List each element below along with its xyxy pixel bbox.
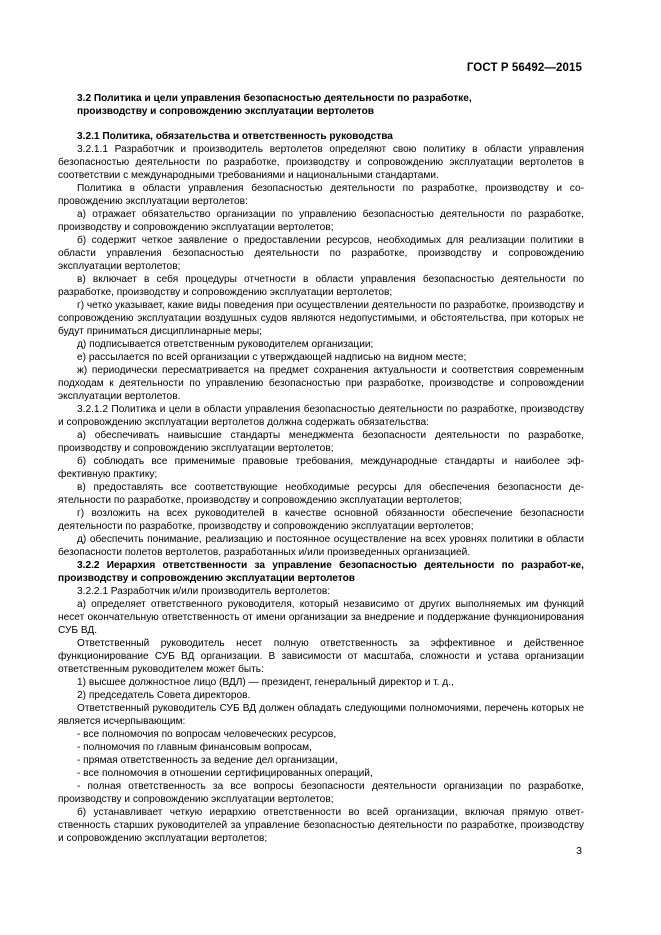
paragraph: 3.2.2.1 Разработчик и/или производитель вертолетов: [77,586,331,597]
list-item: а) отражает обязательство организации по управлению безопасностью деятельности по разработке, производству и сопровождению эксплуатации вертолетов; [58,209,584,233]
list-item: - полная ответственность за все вопросы безопасности деятельности организации по разработке, производству и сопровождению эксплуатации вертолетов; [58,781,584,805]
document-body [58,92,584,845]
list-item: е) рассылается по всей организации с утверждающей надписью на видном месте; [77,352,467,363]
list-item: б) устанавливает четкую иерархию ответственности во всей организации, включая прямую ответственность старших руководителей за управление безопасностью деятельности по разработке, производству и сопровождению эксплуатации вертолетов; [58,807,584,844]
section-title [58,92,584,118]
section-title-line-1: 3.2 Политика и цели управления безопасностью деятельности по разработке, [77,93,472,104]
list-item: - полномочия по главным финансовым вопросам, [77,742,312,753]
list-item: - все полномочия в отношении сертифицированных операций, [77,768,373,779]
list-item: а) определяет ответственного руководителя, который независимо от других выполняемых им функций несет окончательную ответственность от имени организации за внедрение и поддержание функционирования СУБ ВД. [58,599,584,636]
page-number: 3 [576,845,582,857]
list-item: г) четко указывает, какие виды поведения при осуществлении деятельности по разработке, производству и сопровождению эксплуатации воздушных судов являются недопустимыми, и обстоятельства, при которых не будут приниматься дисциплинарные меры; [58,300,584,337]
list-item: б) соблюдать все применимые правовые требования, международные стандарты и наиболее эффективную практику; [58,456,584,480]
subsection-title-2-part-1: 3.2.2 Иерархия ответственности за управление безопасностью деятельности по разработ- [77,560,571,571]
list-item: - прямая ответственность за ведение дел организации, [77,755,338,766]
section-title-line-2: производству и сопровождению эксплуатации вертолетов [77,106,375,117]
list-item: 2) председатель Совета директоров. [77,690,251,701]
subsection-title-2 [58,559,584,585]
list-item: ж) периодически пересматривается на предмет сохранения актуальности и соответствия современным подходам к деятельности по управлению безопасностью при разработке, производстве и сопровождении эксплуатации вертолетов. [58,365,584,402]
list-item: б) содержит четкое заявление о предоставлении ресурсов, необходимых для реализации политики в области управления безопасностью деятельности по разработке, производству и сопровождению эксплуатации вертолетов; [58,235,584,272]
list-item: - все полномочия по вопросам человеческих ресурсов, [77,729,337,740]
list-item: в) включает в себя процедуры отчетности в области управления безопасностью деятельности по разработке, производству и сопровождению эксплуатации вертолетов; [58,274,584,298]
document-standard-number: ГОСТ Р 56492—2015 [466,62,582,74]
paragraph: 3.2.1.2 Политика и цели в области управления безопасностью деятельности по разработке, производству и сопровождению эксплуатации вертолетов должна содержать обязательства: [58,404,584,428]
paragraph: Ответственный руководитель несет полную ответственность за эффективное и действенное функционирование СУБ ВД организации. В зависимости от масштаба, сложности и устава организации ответственным руководителем может быть: [58,638,584,675]
list-item: д) обеспечить понимание, реализацию и постоянное осуществление на всех уровнях политики в области безопасности полетов вертолетов, разработанных и/или произведенных организацией. [58,534,584,558]
list-item: а) обеспечивать наивысшие стандарты менеджмента безопасности деятельности по разработке, производству и сопровождению эксплуатации вертолетов; [58,430,584,454]
subsection-title: 3.2.1 Политика, обязательства и ответственность руководства [77,131,393,142]
list-item: д) подписывается ответственным руководителем организации; [77,339,374,350]
paragraph: Политика в области управления безопасностью деятельности по разработке, производству и сопровождению эксплуатации вертолетов: [58,183,584,207]
list-item: г) возложить на всех руководителей в качестве основной обязанности обеспечение безопасности деятельности по разработке, производству и сопровождению эксплуатации вертолетов; [58,508,584,532]
paragraph: Ответственный руководитель СУБ ВД должен обладать следующими полномочиями, перечень которых не является исчерпывающим: [58,703,584,727]
list-item: в) предоставлять все соответствующие необходимые ресурсы для обеспечения безопасности деятельности по разработке, производству и сопровождению эксплуатации вертолетов; [58,482,584,506]
paragraph: 3.2.1.1 Разработчик и производитель вертолетов определяют свою политику в области управления безопасностью деятельности по разработке, производству и сопровождению эксплуатации вертолетов в соответствии с международными требованиями и национальными стандартами. [58,144,584,181]
list-item: 1) высшее должностное лицо (ВДЛ) — президент, генеральный директор и т. д., [77,677,454,688]
subsection-title-2-part-2: ке, производству и сопровождению эксплуатации вертолетов [58,560,584,584]
